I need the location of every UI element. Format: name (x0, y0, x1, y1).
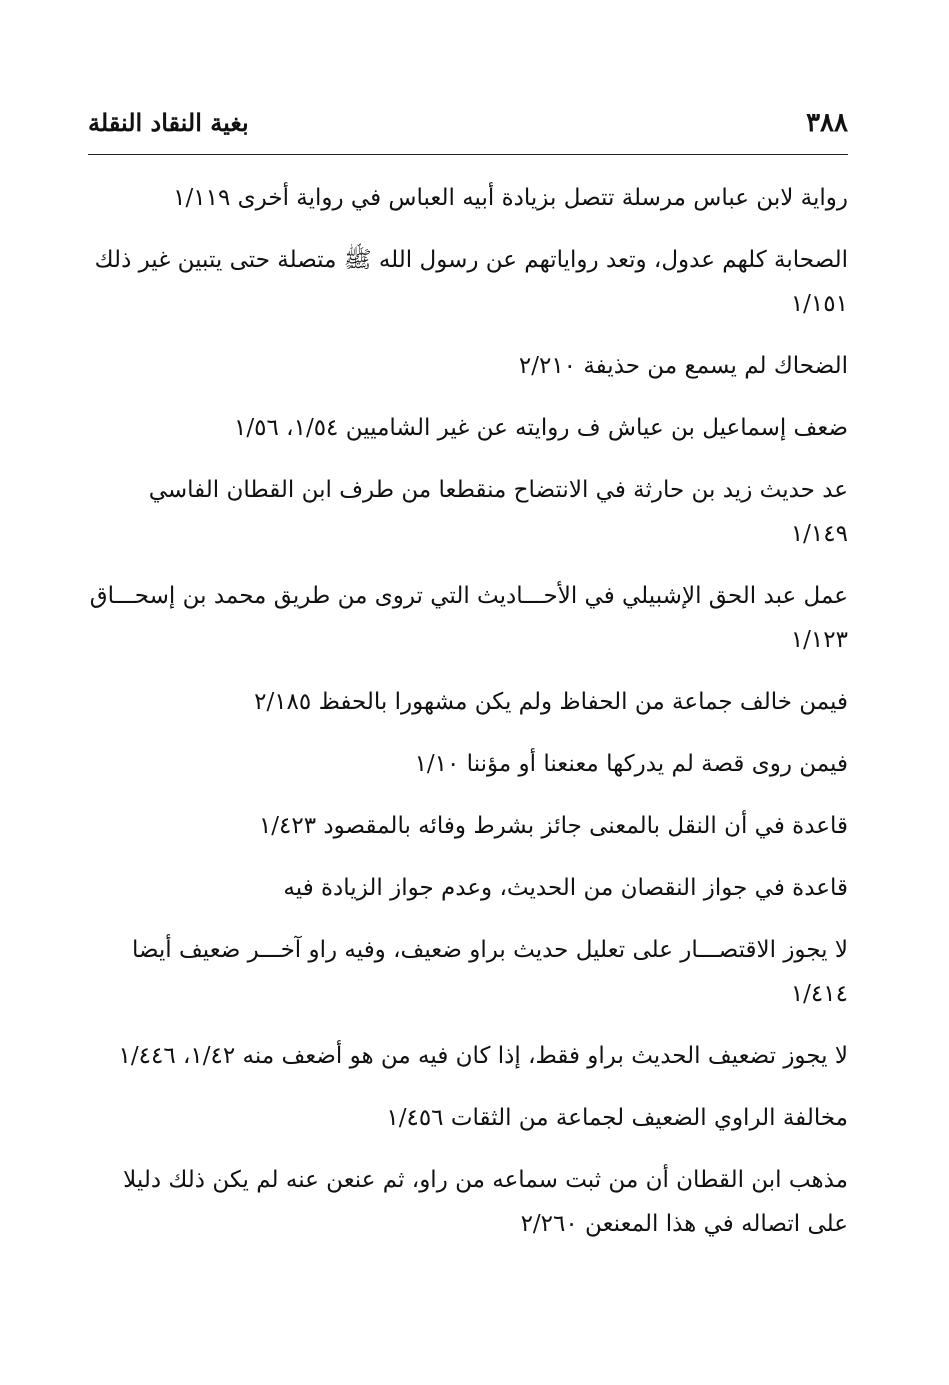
index-entry: قاعدة في جواز النقصان من الحديث، وعدم جواز الزيادة فيه (283, 875, 848, 901)
index-entry: فيمن روى قصة لم يدركها معنعنا أو مؤننا ١/١٠ (414, 751, 848, 777)
page-number: ٣٨٨ (806, 108, 848, 138)
index-entry: قاعدة في أن النقل بالمعنى جائز بشرط وفائه بالمقصود ١/٤٢٣ (258, 813, 848, 839)
index-entry: فيمن خالف جماعة من الحفاظ ولم يكن مشهورا بالحفظ ٢/١٨٥ (254, 689, 848, 715)
index-entry: لا يجوز تضعيف الحديث براو فقط، إذا كان فيه من هو أضعف منه ١/٤٢، ١/٤٤٦ (118, 1043, 848, 1069)
index-entry: الضحاك لم يسمع من حذيفة ٢/٢١٠ (518, 353, 848, 379)
index-entry: رواية لابن عباس مرسلة تتصل بزيادة أبيه العباس في رواية أخرى ١/١١٩ (173, 185, 848, 211)
running-title: بغية النقاد النقلة (88, 108, 249, 137)
index-entry: الصحابة كلهم عدول، وتعد رواياتهم عن رسول الله ﷺ متصلة حتى يتبين غير ذلك ١/١٥١ (94, 247, 848, 317)
header-rule (88, 154, 848, 155)
page-header (88, 108, 848, 148)
index-entry: لا يجوز الاقتصـــار على تعليل حديث براو ضعيف، وفيه راو آخـــر ضعيف أيضا ١/٤١٤ (131, 937, 848, 1007)
index-entry: ضعف إسماعيل بن عياش ف روايته عن غير الشاميين ١/٥٤، ١/٥٦ (234, 415, 848, 441)
index-entry: مذهب ابن القطان أن من ثبت سماعه من راو، ثم عنعن عنه لم يكن ذلك دليلا على اتصاله في هذا المعنعن ٢/٢٦٠ (123, 1167, 848, 1237)
index-entry: مخالفة الراوي الضعيف لجماعة من الثقات ١/٤٥٦ (386, 1105, 848, 1131)
index-entries (88, 176, 848, 1264)
index-entry: عمل عبد الحق الإشبيلي في الأحـــاديث التي تروى من طريق محمد بن إسحـــاق ١/١٢٣ (89, 583, 848, 653)
index-entry: عد حديث زيد بن حارثة في الانتضاح منقطعا من طرف ابن القطان الفاسي ١/١٤٩ (148, 477, 848, 547)
